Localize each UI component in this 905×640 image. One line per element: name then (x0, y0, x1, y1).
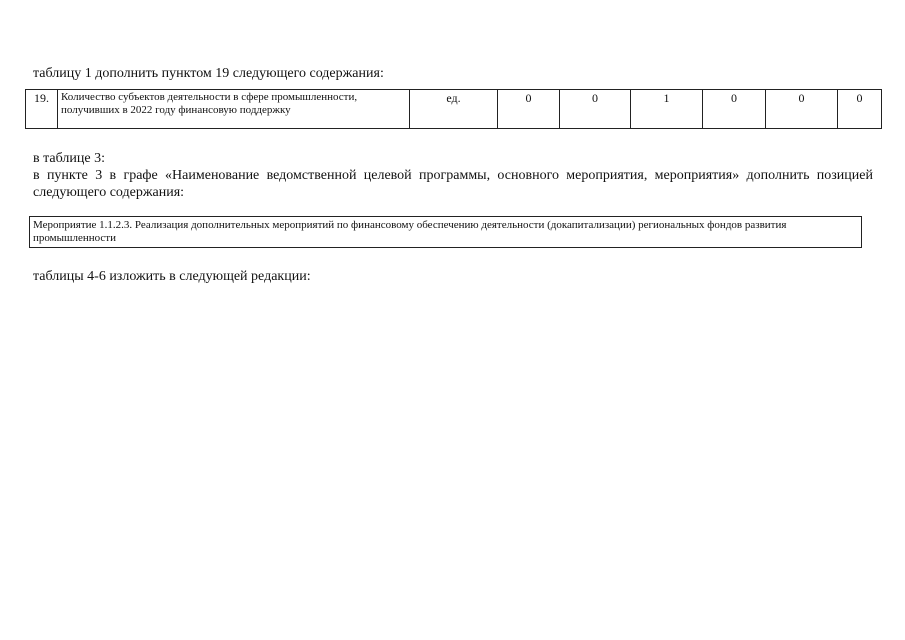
table3-point3-paragraph: в пункте 3 в графе «Наименование ведомственной целевой программы, основного мероприятия, мероприятия» дополнить позицией следующего содержания: (33, 168, 873, 200)
measure-box: Мероприятие 1.1.2.3. Реализация дополнительных мероприятий по финансовому обеспечению деятельности (докапитализации) региональных фондов развития промышленности (29, 216, 862, 248)
value-cell: 0 (498, 90, 560, 129)
value-cell: 0 (703, 90, 766, 129)
intro-paragraph: таблицу 1 дополнить пунктом 19 следующего содержания: (33, 66, 384, 81)
table1-addition (25, 89, 882, 129)
unit-cell: ед. (410, 90, 498, 129)
value-cell: 1 (631, 90, 703, 129)
value-cell: 0 (560, 90, 631, 129)
value-cell: 0 (766, 90, 838, 129)
tables-4-6-paragraph: таблицы 4-6 изложить в следующей редакции: (33, 269, 311, 284)
row-number-cell: 19. (26, 90, 58, 129)
table-row (26, 90, 882, 129)
value-cell: 0 (838, 90, 882, 129)
table3-heading: в таблице 3: (33, 151, 105, 166)
indicator-name-cell: Количество субъектов деятельности в сфере промышленности, получивших в 2022 году финансовую поддержку (58, 90, 410, 129)
